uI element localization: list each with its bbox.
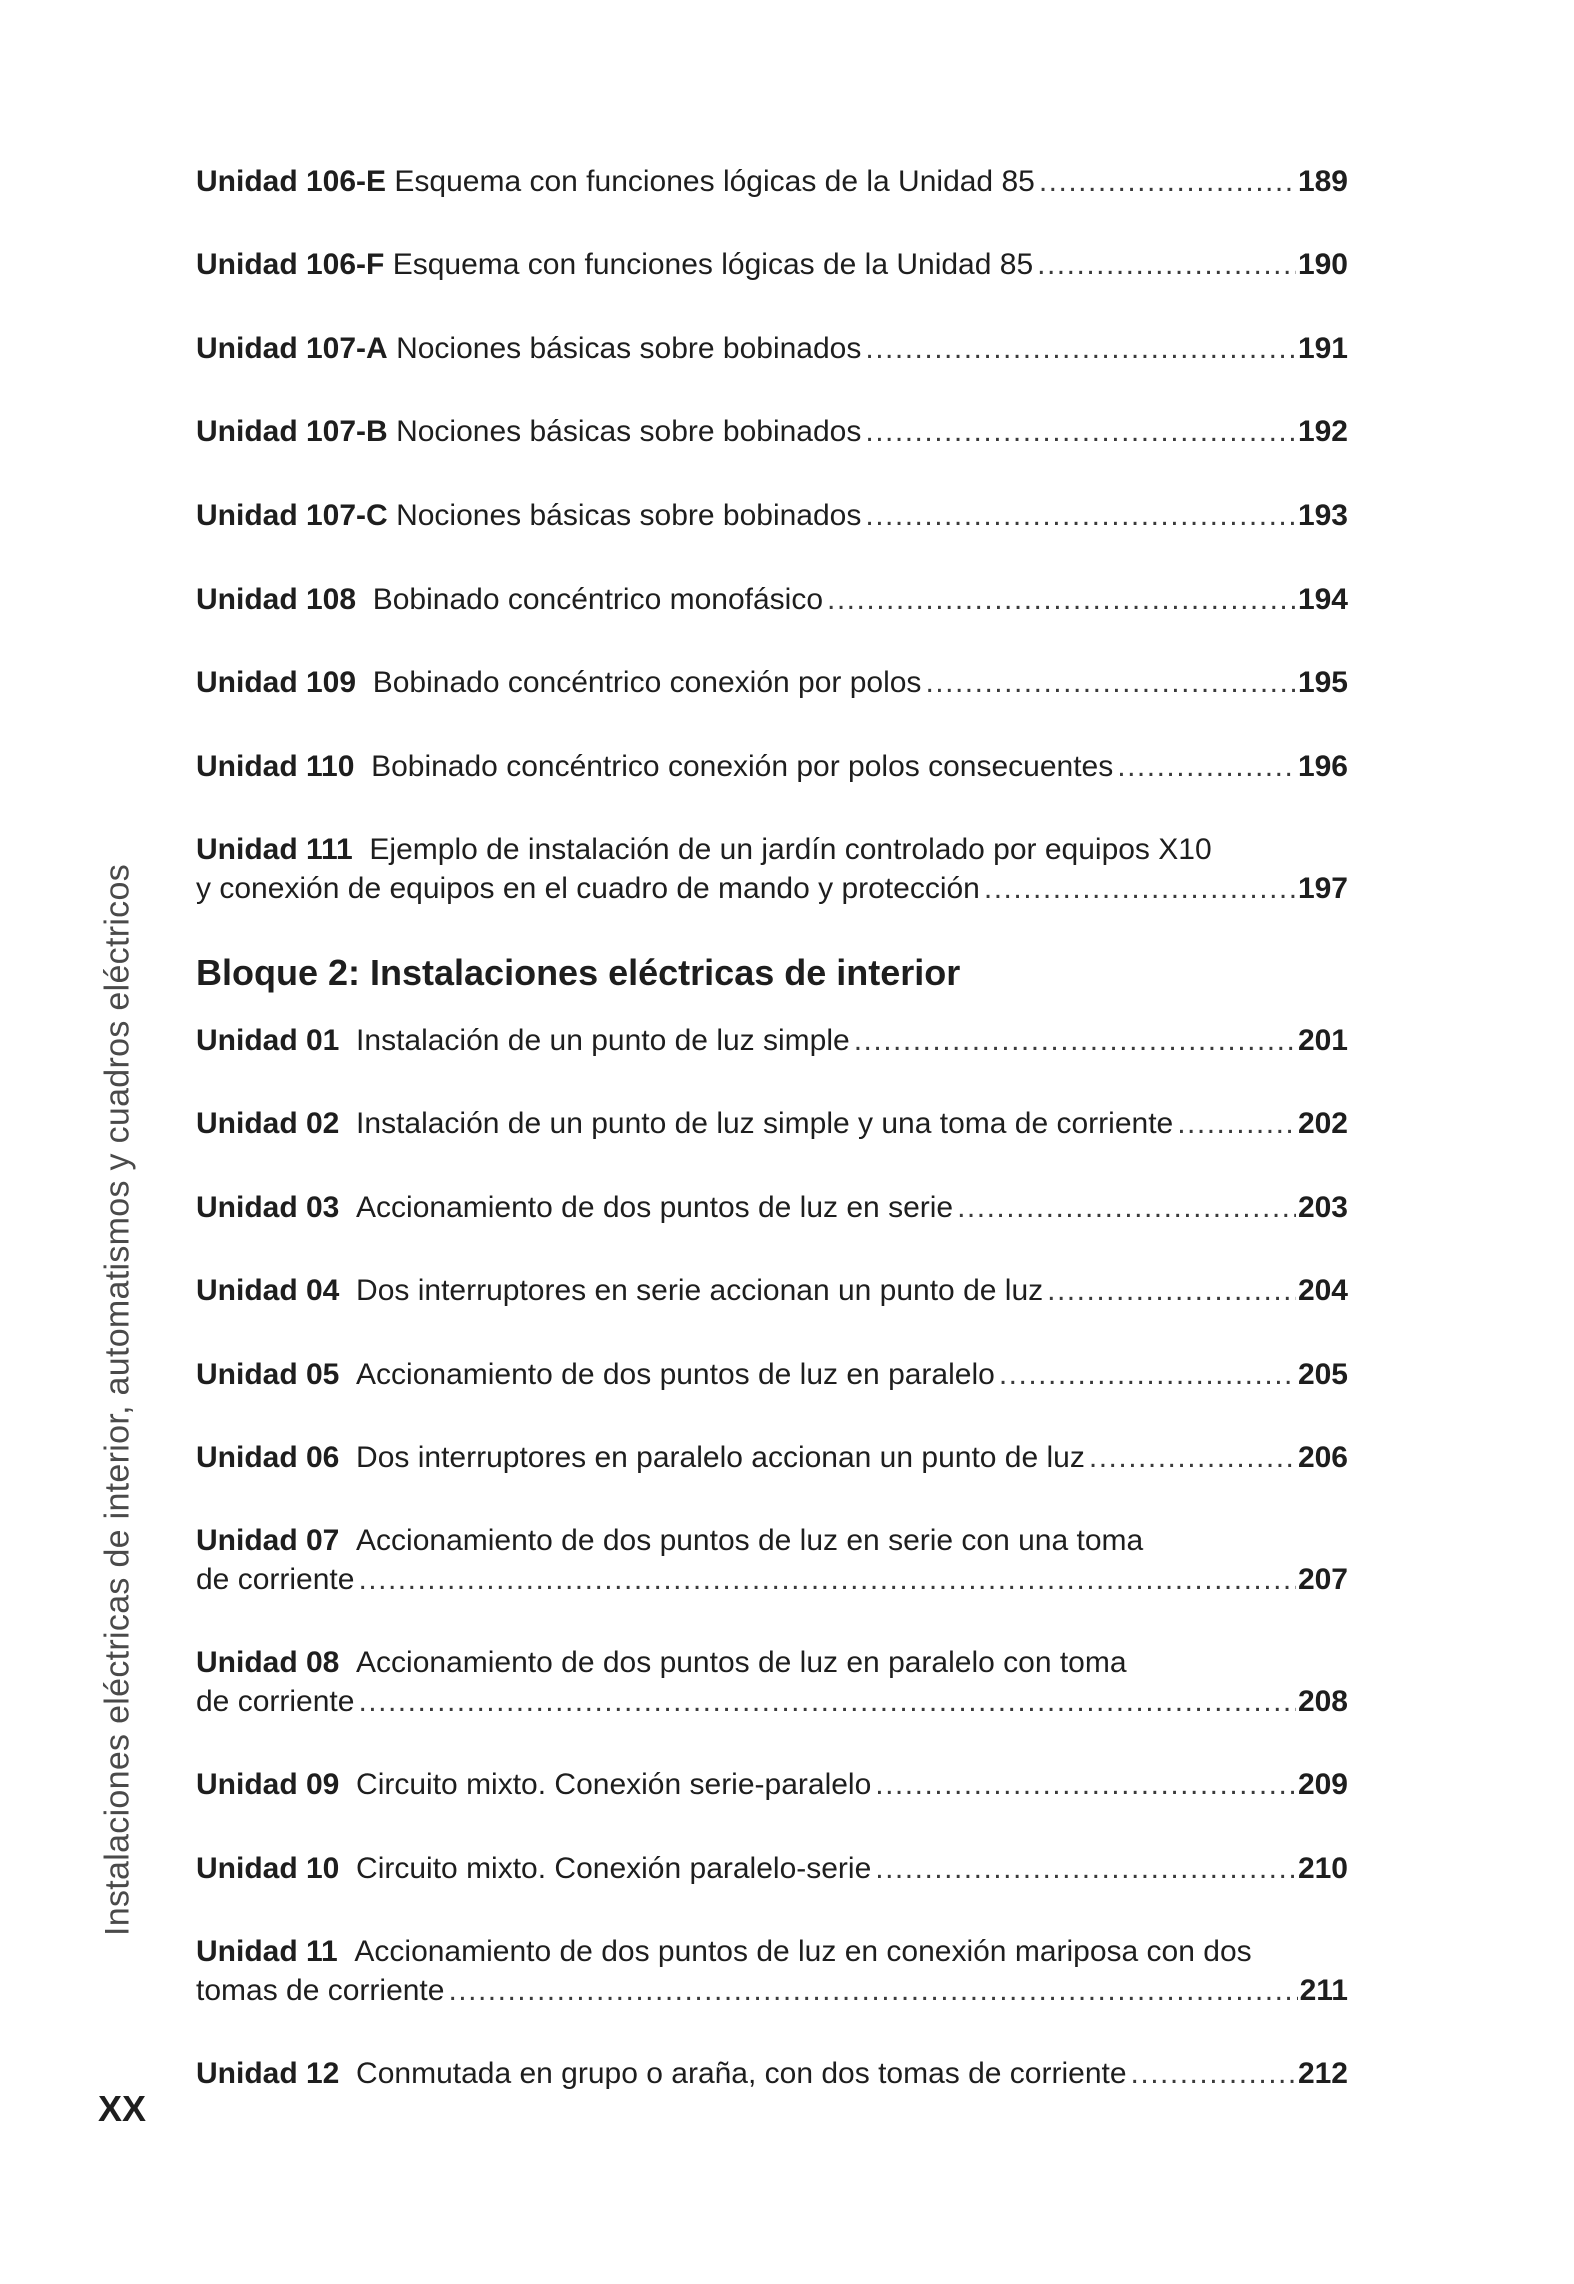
entry-label: Unidad 11 [196, 1935, 338, 1968]
entry-label: Unidad 02 [196, 1107, 340, 1140]
leader-dots [865, 329, 1296, 368]
toc-entry [196, 329, 1348, 368]
entry-page: 193 [1297, 499, 1348, 532]
entry-label: Unidad 10 [196, 1852, 340, 1885]
toc-entry [196, 1849, 1348, 1888]
entry-title: Circuito mixto. Conexión paralelo-serie [356, 1852, 872, 1885]
entry-page: 207 [1297, 1563, 1348, 1596]
leader-dots [358, 1560, 1296, 1599]
entry-label: Unidad 106-E [196, 165, 387, 198]
toc-entry [196, 1271, 1348, 1310]
entry-page: 203 [1297, 1191, 1348, 1224]
entry-page: 204 [1297, 1274, 1348, 1307]
entry-title: Dos interruptores en paralelo accionan un punto de luz [356, 1441, 1085, 1474]
leader-dots [1117, 747, 1296, 786]
section-title: Bloque 2: Instalaciones eléctricas de interior [196, 952, 961, 993]
entry-page: 206 [1297, 1441, 1348, 1474]
leader-dots [358, 1682, 1296, 1721]
leader-dots [865, 496, 1296, 535]
entry-title: Dos interruptores en serie accionan un punto de luz [356, 1274, 1044, 1307]
entry-title: Accionamiento de dos puntos de luz en conexión mariposa con dos [354, 1935, 1252, 1968]
leader-dots [448, 1971, 1297, 2010]
leader-dots [1039, 162, 1296, 201]
leader-dots [1047, 1271, 1296, 1310]
leader-dots [865, 412, 1296, 451]
toc-entry [196, 1021, 1348, 1060]
leader-dots [984, 869, 1296, 908]
leader-dots [827, 580, 1296, 619]
toc-entry [196, 2054, 1348, 2093]
entry-label: Unidad 08 [196, 1646, 340, 1679]
entry-label: Unidad 07 [196, 1524, 340, 1557]
entry-title: Bobinado concéntrico monofásico [372, 583, 824, 616]
entry-title: Instalación de un punto de luz simple [356, 1024, 850, 1057]
entry-page: 208 [1297, 1685, 1348, 1718]
entry-title-continued: de corriente [196, 1563, 355, 1596]
entry-label: Unidad 108 [196, 583, 357, 616]
entry-title: Bobinado concéntrico conexión por polos consecuentes [371, 750, 1114, 783]
entry-title: Nociones básicas sobre bobinados [396, 415, 862, 448]
toc-entry [196, 1765, 1348, 1804]
toc-entry [196, 496, 1348, 535]
toc-entry [196, 580, 1348, 619]
entry-title: Accionamiento de dos puntos de luz en paralelo [356, 1358, 995, 1391]
entry-label: Unidad 05 [196, 1358, 340, 1391]
leader-dots [1037, 245, 1296, 284]
entry-title: Accionamiento de dos puntos de luz en serie con una toma [356, 1524, 1144, 1557]
entry-title: Nociones básicas sobre bobinados [396, 499, 862, 532]
entry-page: 202 [1297, 1107, 1348, 1140]
leader-dots [854, 1021, 1296, 1060]
entry-label: Unidad 03 [196, 1191, 340, 1224]
entry-label: Unidad 107-A [196, 332, 388, 365]
entry-label: Unidad 109 [196, 666, 357, 699]
entry-page: 205 [1297, 1358, 1348, 1391]
entry-title: Esquema con funciones lógicas de la Unidad 85 [392, 248, 1034, 281]
entry-page: 209 [1297, 1768, 1348, 1801]
entry-label: Unidad 107-C [196, 499, 388, 532]
entry-page: 201 [1297, 1024, 1348, 1057]
entry-title: Conmutada en grupo o araña, con dos tomas de corriente [356, 2057, 1127, 2090]
entry-title: Accionamiento de dos puntos de luz en paralelo con toma [356, 1646, 1127, 1679]
entry-title: Bobinado concéntrico conexión por polos [372, 666, 922, 699]
entry-title: Instalación de un punto de luz simple y una toma de corriente [356, 1107, 1174, 1140]
entry-label: Unidad 111 [196, 833, 353, 866]
toc-entry [196, 162, 1348, 201]
entry-page: 194 [1297, 583, 1348, 616]
entry-title: Ejemplo de instalación de un jardín controlado por equipos X10 [369, 833, 1212, 866]
leader-dots [925, 663, 1296, 702]
entry-title: Accionamiento de dos puntos de luz en serie [356, 1191, 954, 1224]
toc-entry [196, 1188, 1348, 1227]
leader-dots [999, 1355, 1296, 1394]
toc-entry [196, 1932, 1348, 2010]
entry-label: Unidad 110 [196, 750, 355, 783]
leader-dots [1131, 2054, 1296, 2093]
entry-page: 192 [1297, 415, 1348, 448]
leader-dots [875, 1765, 1296, 1804]
entry-page: 211 [1299, 1974, 1348, 2007]
toc-entry [196, 1438, 1348, 1477]
entry-title: Esquema con funciones lógicas de la Unidad 85 [394, 165, 1035, 198]
toc-entry [196, 1521, 1348, 1599]
entry-label: Unidad 09 [196, 1768, 340, 1801]
leader-dots [1089, 1438, 1296, 1477]
leader-dots [1177, 1104, 1296, 1143]
toc-entry [196, 830, 1348, 908]
leader-dots [957, 1188, 1296, 1227]
toc-entry [196, 1355, 1348, 1394]
entry-title: Nociones básicas sobre bobinados [396, 332, 862, 365]
toc-entry [196, 412, 1348, 451]
entry-page: 210 [1297, 1852, 1348, 1885]
entry-page: 195 [1297, 666, 1348, 699]
entry-title-continued: tomas de corriente [196, 1974, 445, 2007]
page-number: XX [98, 2088, 147, 2129]
entry-page: 190 [1297, 248, 1348, 281]
toc-entry [196, 747, 1348, 786]
entry-label: Unidad 12 [196, 2057, 340, 2090]
entry-page: 189 [1297, 165, 1348, 198]
toc-entry [196, 1104, 1348, 1143]
entry-title-continued: de corriente [196, 1685, 355, 1718]
entry-label: Unidad 04 [196, 1274, 340, 1307]
entry-title-continued: y conexión de equipos en el cuadro de mando y protección [196, 872, 980, 905]
entry-page: 191 [1297, 332, 1348, 365]
entry-page: 212 [1297, 2057, 1348, 2090]
toc-entry [196, 245, 1348, 284]
entry-page: 197 [1297, 872, 1348, 905]
entry-title: Circuito mixto. Conexión serie-paralelo [356, 1768, 872, 1801]
entry-label: Unidad 106-F [196, 248, 385, 281]
leader-dots [875, 1849, 1296, 1888]
entry-label: Unidad 06 [196, 1441, 340, 1474]
side-title: Instalaciones eléctricas de interior, automatismos y cuadros eléctricos [98, 864, 137, 1936]
toc-entry [196, 1643, 1348, 1721]
entry-label: Unidad 107-B [196, 415, 388, 448]
entry-page: 196 [1297, 750, 1348, 783]
toc-entry [196, 663, 1348, 702]
entry-label: Unidad 01 [196, 1024, 340, 1057]
